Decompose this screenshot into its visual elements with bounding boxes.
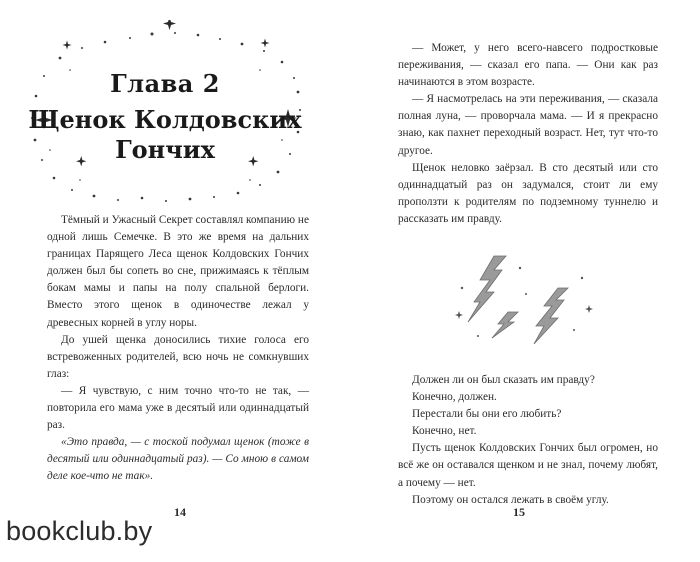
paragraph-italic: «Это правда, — с тоской подумал щенок (тоже в десятый или одиннадцатый раз). — Со мною в самом деле кое-что не так». bbox=[47, 436, 309, 483]
watermark: bookclub.by bbox=[6, 516, 153, 546]
chapter-label: Глава 2 bbox=[110, 69, 220, 98]
paragraph: Тёмный и Ужасный Секрет составлял компанию не одной лишь Семечке. В это же время на дальних границах Парящего Леса щенок Колдовских Гончих должен был бы сопеть во сне, прижимаясь к тёплым бокам мамы и папы на полу спальной берлоги. Вместо этого щенок в одиночестве лежал у древесных корней в углу норы. bbox=[47, 214, 309, 329]
chapter-title-line: Щенок Колдовских bbox=[28, 105, 302, 134]
paragraph: Конечно, нет. bbox=[412, 425, 477, 438]
chapter-header bbox=[20, 20, 310, 205]
paragraph: Поэтому он остался лежать в своём углу. bbox=[412, 493, 609, 506]
paragraph: Пусть щенок Колдовских Гончих был огромен, но всё же он оставался щенком и не знал, почему любят, а почему — нет. bbox=[398, 442, 658, 489]
paragraph: Конечно, должен. bbox=[412, 391, 497, 404]
paragraph: Должен ли он был сказать им правду? bbox=[412, 374, 595, 386]
chapter-title-line: Гончих bbox=[115, 135, 215, 164]
left-page-text bbox=[47, 212, 309, 486]
right-page-text-top bbox=[398, 40, 658, 228]
paragraph: До ушей щенка доносились тихие голоса его встревоженных родителей, всю ночь не сомкнувших глаз: bbox=[47, 333, 309, 380]
paragraph: Перестали бы они его любить? bbox=[412, 408, 562, 421]
lightning-bolts-icon bbox=[450, 250, 600, 350]
paragraph: — Я насмотрелась на эти переживания, — сказала полная луна, — проворчала мама. — И я прекрасно знаю, как пахнет переходный возраст. Нет, тут что-то другое. bbox=[398, 93, 658, 157]
page-number-right: 15 bbox=[513, 505, 525, 519]
paragraph: — Может, у него всего-навсего подростковые переживания, — сказал его папа. — Они как раз начинаются в этом возрасте. bbox=[398, 42, 658, 89]
chapter-title bbox=[20, 105, 310, 165]
paragraph: Щенок неловко заёрзал. В сто десятый или сто одиннадцатый раз он задумался, стоит ли ему проползти к родителям по подземному туннелю и рассказать им правду. bbox=[398, 161, 658, 225]
right-page-text-bottom bbox=[398, 372, 658, 509]
paragraph: — Я чувствую, с ним точно что-то не так, — повторила его мама уже в десятый или одиннадцатый раз. bbox=[47, 384, 309, 432]
page-number-left: 14 bbox=[174, 505, 186, 519]
